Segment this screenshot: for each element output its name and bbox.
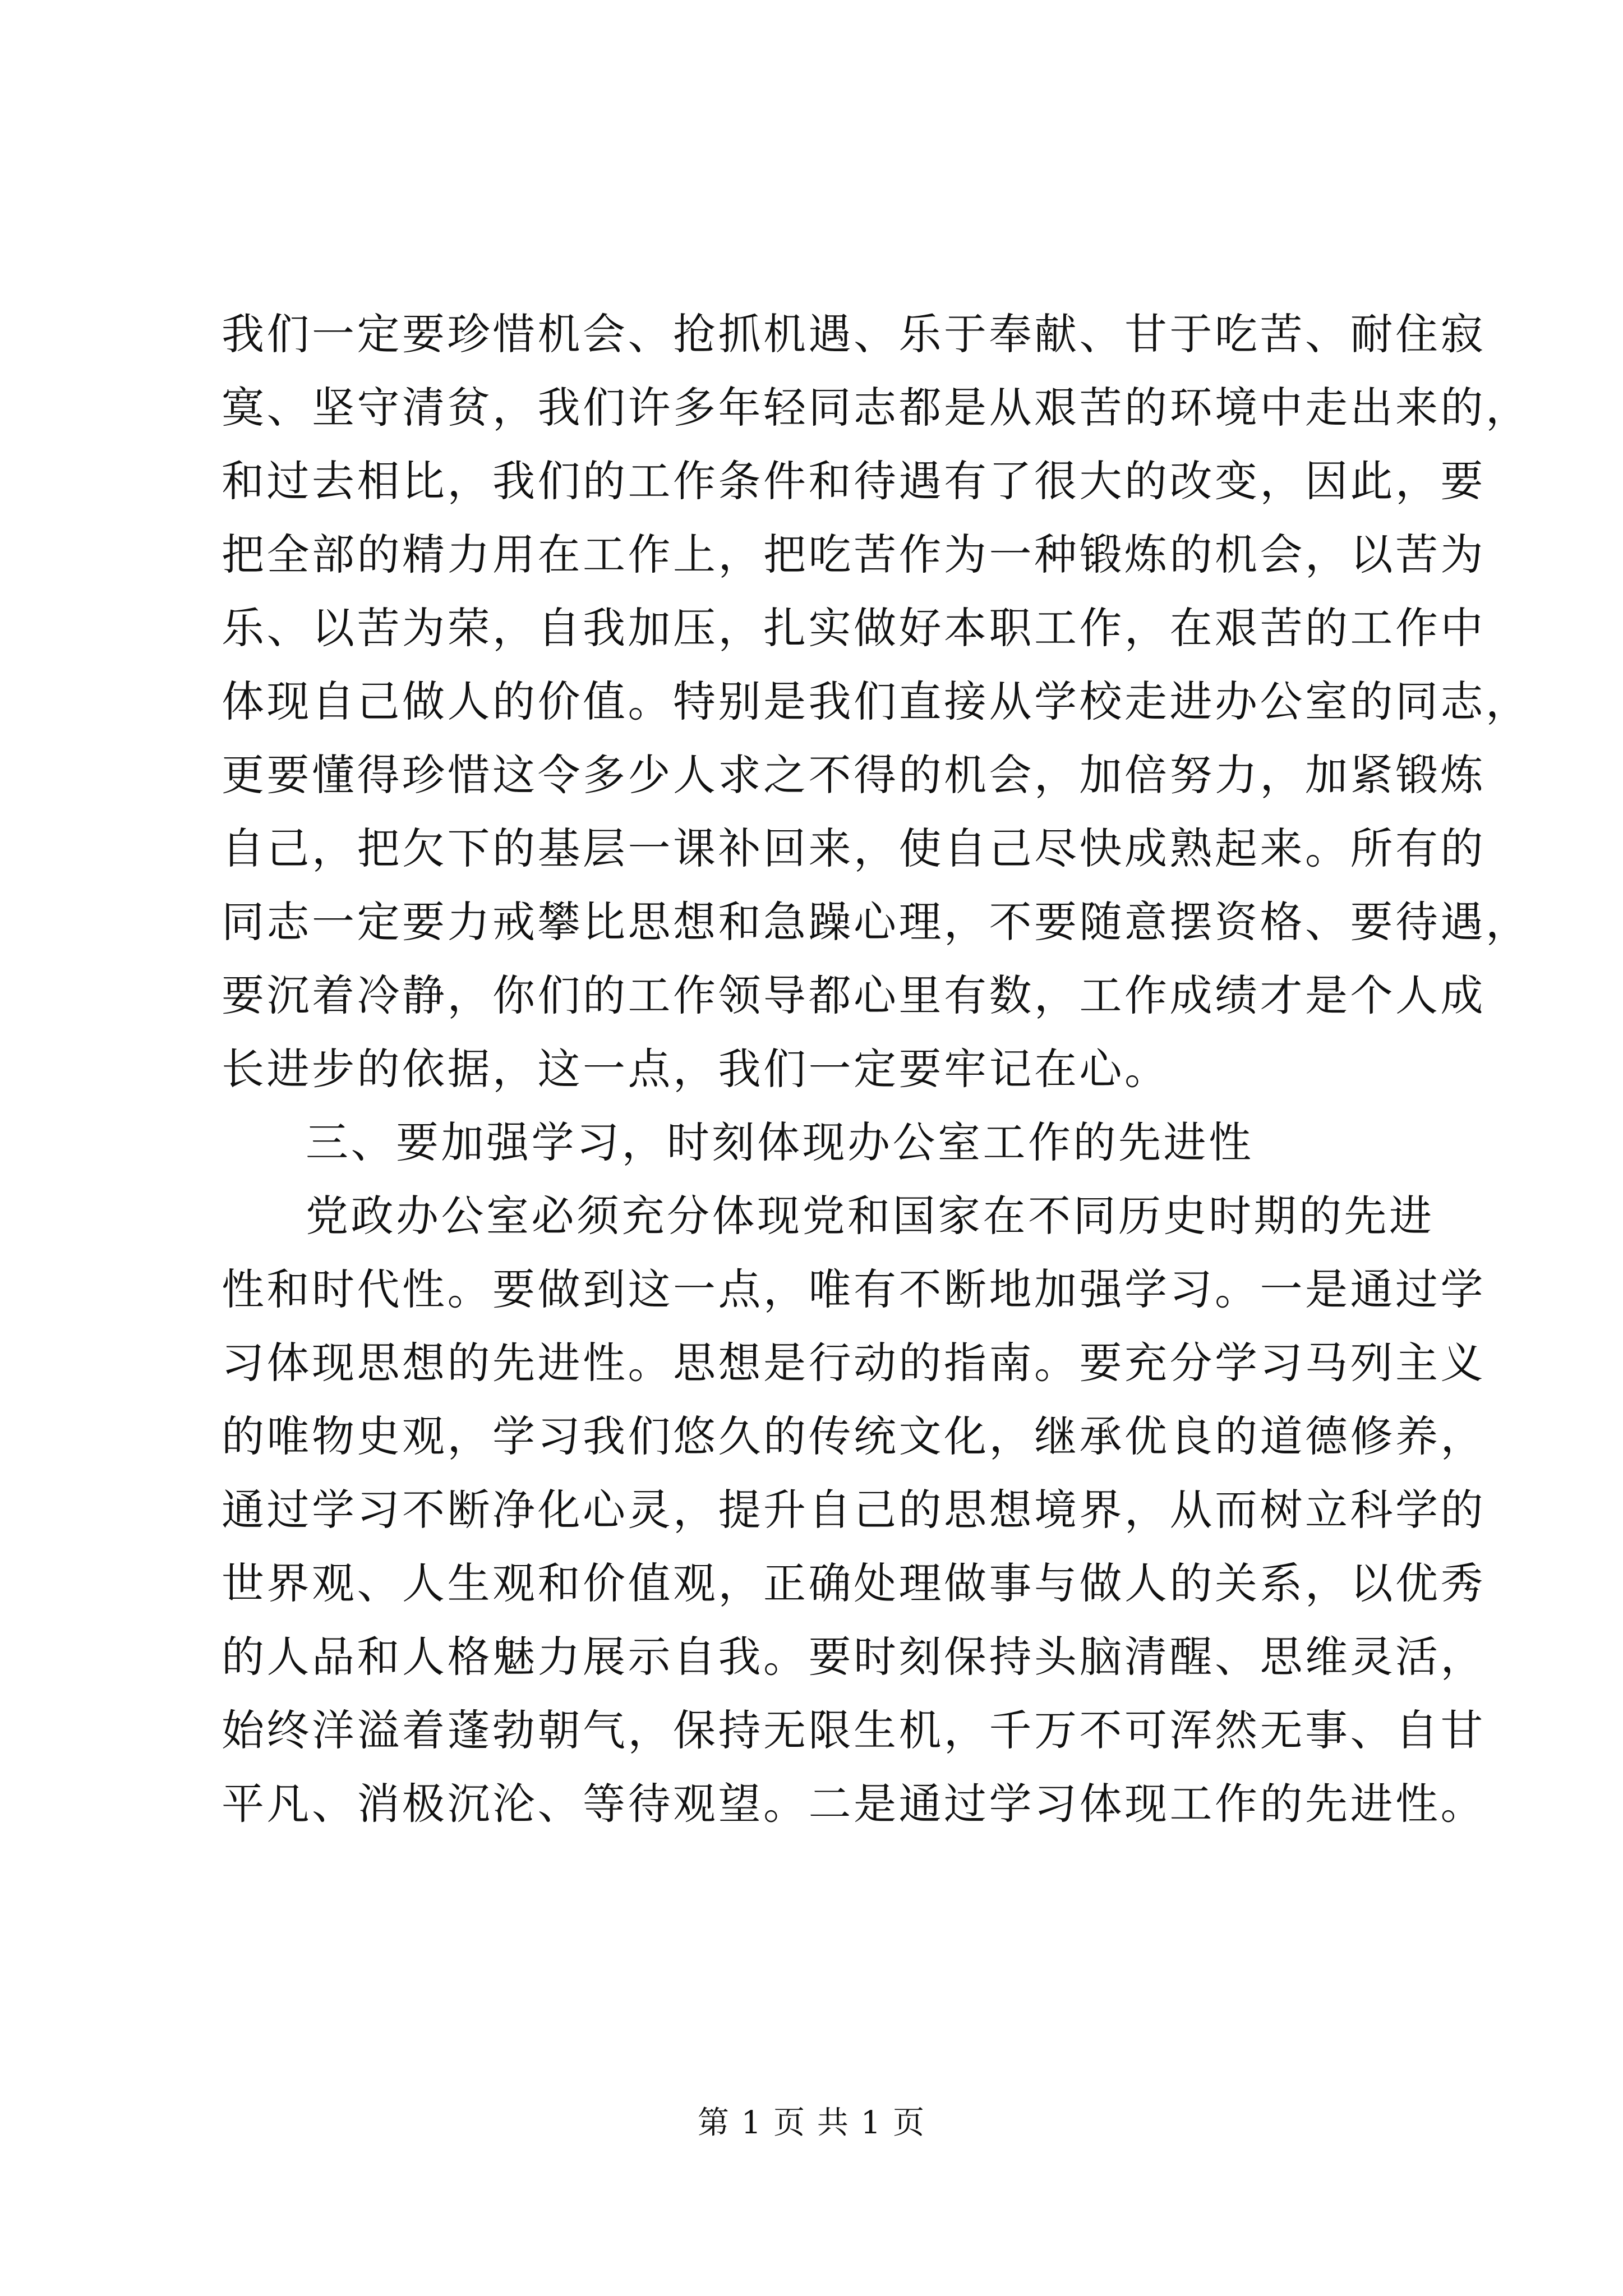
page-number-footer: 第 1 页 共 1 页: [697, 2105, 926, 2141]
body-text-line: 平凡、消极沉沦、等待观望。二是通过学习体现工作的先进性。: [222, 1779, 1486, 1829]
body-text-line: 通过学习不断净化心灵，提升自己的思想境界，从而树立科学的: [222, 1485, 1486, 1535]
body-text-line: 和过去相比，我们的工作条件和待遇有了很大的改变，因此，要: [222, 456, 1486, 506]
body-text-line: 世界观、人生观和价值观，正确处理做事与做人的关系，以优秀: [222, 1558, 1486, 1608]
body-text-line: 乐、以苦为荣，自我加压，扎实做好本职工作，在艰苦的工作中: [222, 603, 1486, 653]
body-text-line: 更要懂得珍惜这令多少人求之不得的机会，加倍努力，加紧锻炼: [222, 750, 1486, 800]
section-heading: 三、要加强学习，时刻体现办公室工作的先进性: [306, 1117, 1254, 1167]
body-text-line: 长进步的依据，这一点，我们一定要牢记在心。: [222, 1044, 1170, 1094]
body-text-line: 始终洋溢着蓬勃朝气，保持无限生机，千万不可浑然无事、自甘: [222, 1705, 1486, 1755]
body-text-line: 的人品和人格魅力展示自我。要时刻保持头脑清醒、思维灵活，: [222, 1632, 1486, 1682]
body-text-line: 同志一定要力戒攀比思想和急躁心理，不要随意摆资格、要待遇，: [222, 897, 1531, 947]
body-text-line: 习体现思想的先进性。思想是行动的指南。要充分学习马列主义: [222, 1338, 1486, 1388]
body-text-line: 体现自己做人的价值。特别是我们直接从学校走进办公室的同志，: [222, 677, 1531, 726]
body-text-line: 寞、坚守清贫，我们许多年轻同志都是从艰苦的环境中走出来的，: [222, 383, 1531, 432]
body-text-line: 我们一定要珍惜机会、抢抓机遇、乐于奉献、甘于吃苦、耐住寂: [222, 309, 1486, 359]
body-text-line: 的唯物史观，学习我们悠久的传统文化，继承优良的道德修养，: [222, 1411, 1486, 1461]
body-text-line: 把全部的精力用在工作上，把吃苦作为一种锻炼的机会，以苦为: [222, 530, 1486, 579]
body-text-line: 性和时代性。要做到这一点，唯有不断地加强学习。一是通过学: [222, 1264, 1486, 1314]
body-text-line: 党政办公室必须充分体现党和国家在不同历史时期的先进: [306, 1191, 1435, 1241]
body-text-line: 自己，把欠下的基层一课补回来，使自己尽快成熟起来。所有的: [222, 823, 1486, 873]
body-text-line: 要沉着冷静，你们的工作领导都心里有数，工作成绩才是个人成: [222, 970, 1486, 1020]
